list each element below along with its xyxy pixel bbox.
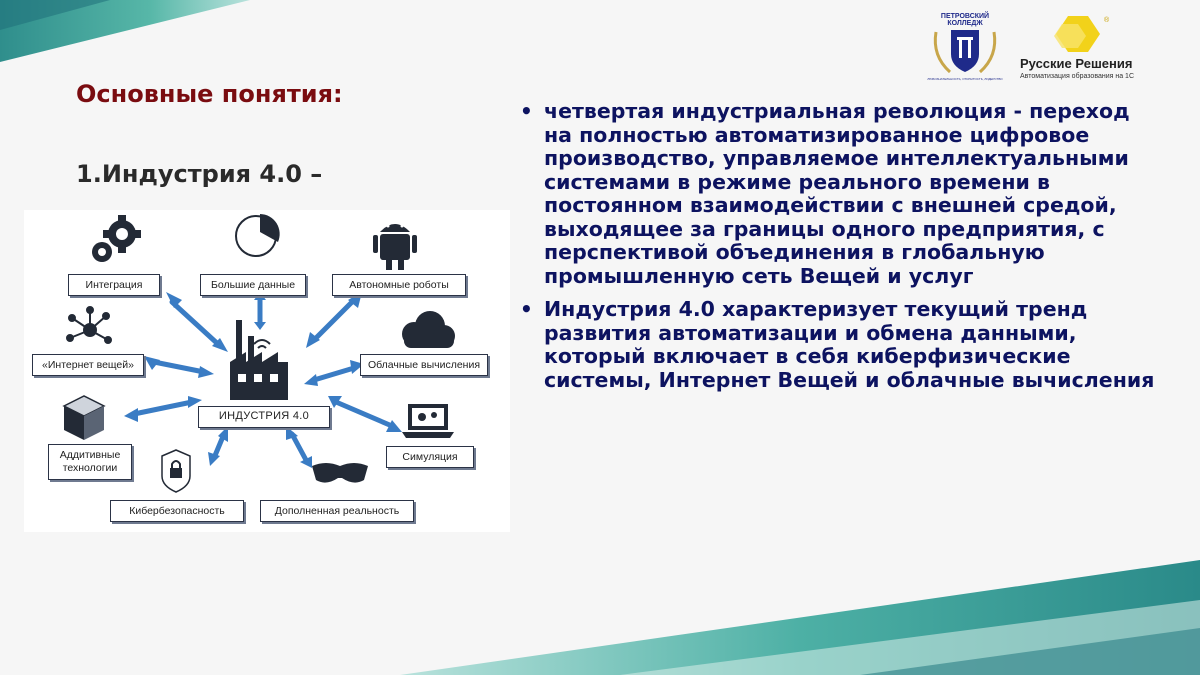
node-big-data: Большие данные [200, 274, 306, 296]
android-robot-icon [373, 224, 417, 270]
arrow-additive [134, 402, 192, 414]
bullet-dot: • [520, 297, 533, 321]
factory-icon [230, 320, 288, 400]
arrow-cloud [314, 368, 354, 380]
node-augmented-reality: Дополненная реальность [260, 500, 414, 522]
college-logo-line1: ПЕТРОВСКИЙ [940, 13, 990, 20]
college-logo-line2: КОЛЛЕДЖ [947, 20, 983, 27]
russkie-resheniya-name: Русские Решения [1020, 56, 1133, 71]
bullet-item [518, 298, 1158, 392]
college-logo-motto: ЛЮБОЗНАТЕЛЬНОСТЬ, ОТКРЫТОСТЬ, ЛИДЕРСТВО [927, 77, 1003, 81]
section-title: 1.Индустрия 4.0 – [76, 160, 323, 188]
arrow-integration [172, 302, 219, 345]
node-industry-4: ИНДУСТРИЯ 4.0 [198, 406, 330, 428]
network-nodes-icon [67, 307, 111, 343]
russkie-resheniya-tagline: Автоматизация образования на 1С [1020, 73, 1135, 80]
bullet-dot: • [520, 99, 533, 123]
node-cloud-computing: Облачные вычисления [360, 354, 488, 376]
arrow-ar [292, 434, 306, 460]
arrow-simulation [336, 402, 392, 426]
bullet-text: четвертая индустриальная революция - переход на полностью автоматизированное цифровое производство, управляемое интеллектуальными системами в режиме реального времени в постоянном взаимодействии с внешней средой, выходящее за границы одного предприятия, с перспективой объединения в глобальную промышленную сеть Вещей и услуг [544, 99, 1130, 288]
college-logo [926, 10, 1004, 82]
arrow-robots [314, 300, 354, 340]
node-cybersecurity: Кибербезопасность [110, 500, 244, 522]
node-additive-technologies: Аддитивные технологии [48, 444, 132, 480]
industry-4-diagram [24, 210, 510, 532]
lock-icon [162, 450, 190, 492]
definition-list [518, 100, 1158, 402]
bullet-item [518, 100, 1158, 288]
bullet-text: Индустрия 4.0 характеризует текущий тренд развития автоматизации и обмена данными, который включает в себя киберфизические системы, Интернет Вещей и облачные вычисления [544, 297, 1155, 392]
arrow-iot [154, 362, 204, 372]
page-title: Основные понятия: [76, 80, 343, 108]
cube-icon [64, 396, 104, 440]
registered-mark: ® [1104, 17, 1110, 24]
node-autonomous-robots: Автономные роботы [332, 274, 466, 296]
node-simulation: Симуляция [386, 446, 474, 468]
pie-chart-icon [236, 214, 280, 256]
cloud-icon [402, 311, 455, 348]
laptop-gears-icon [402, 404, 454, 438]
node-internet-of-things: «Интернет вещей» [32, 354, 144, 376]
gears-icon [92, 215, 141, 262]
vr-goggles-icon [312, 463, 368, 483]
node-integration: Интеграция [68, 274, 160, 296]
shield-icon [951, 30, 979, 72]
wifi-icon [254, 340, 270, 348]
